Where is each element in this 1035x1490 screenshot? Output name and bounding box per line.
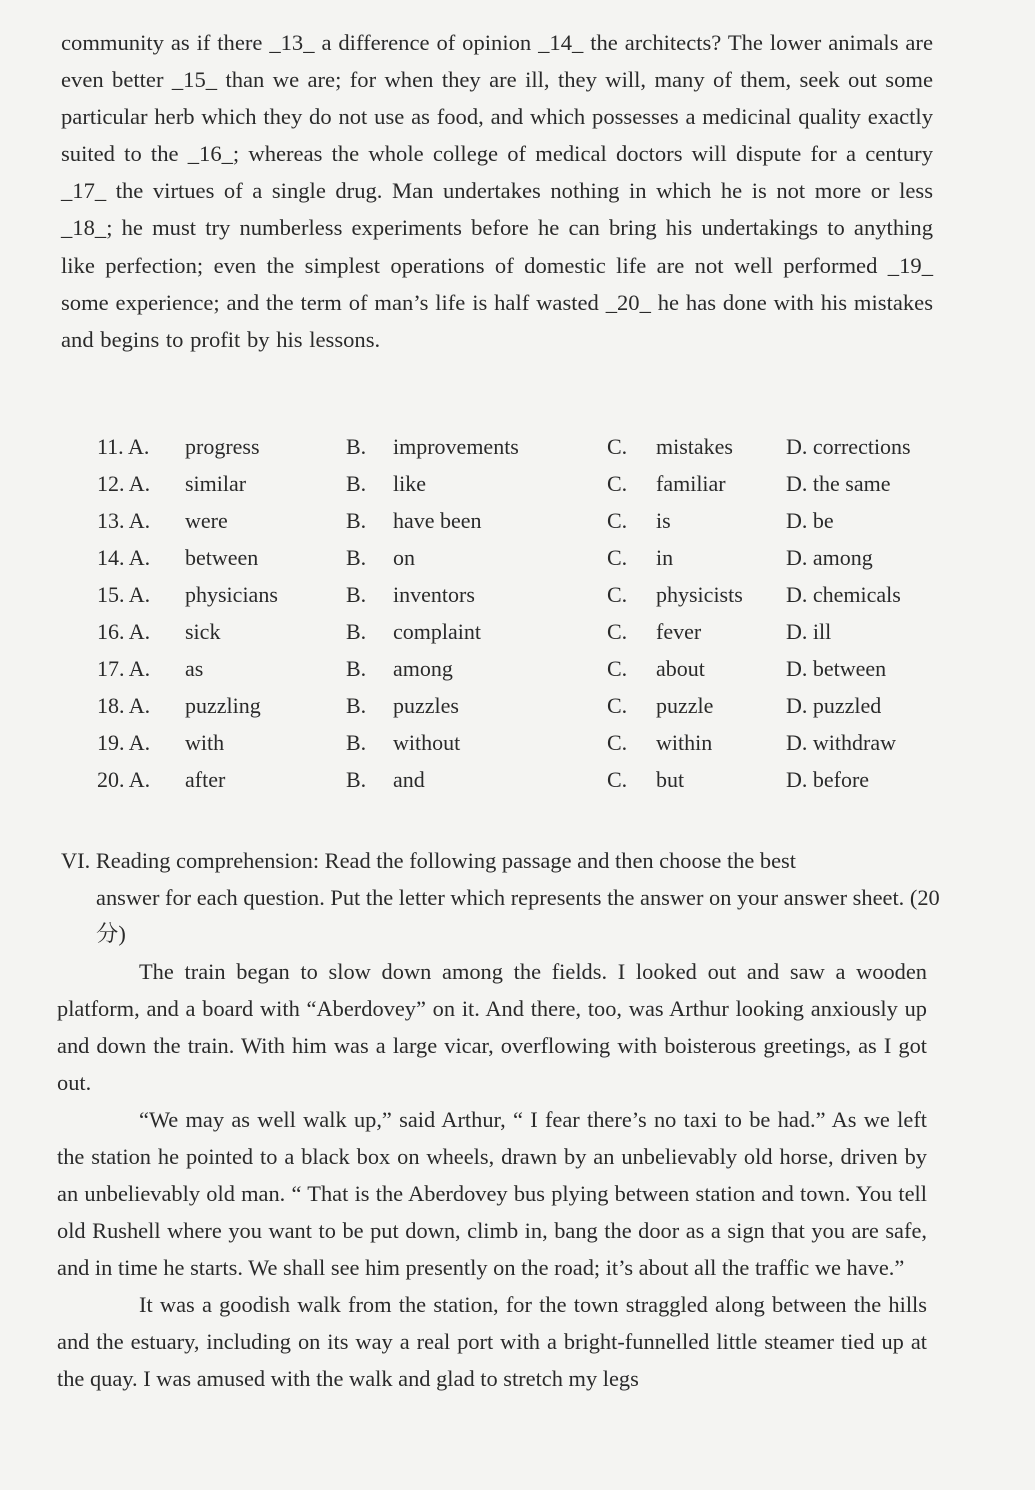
section-heading: [61, 843, 941, 953]
option-c: physicists: [656, 582, 743, 607]
option-c-label: C.: [607, 545, 628, 570]
option-row-17: [0, 654, 1035, 684]
option-a: puzzling: [185, 693, 261, 718]
option-a: progress: [185, 434, 260, 459]
option-row-14: [0, 543, 1035, 573]
option-c: is: [656, 508, 671, 533]
option-d: D. before: [786, 767, 870, 792]
option-d: D. among: [786, 545, 873, 570]
option-a: physicians: [185, 582, 278, 607]
option-b-label: B.: [346, 767, 367, 792]
question-number: 18. A.: [97, 693, 151, 718]
option-d: D. ill: [786, 619, 832, 644]
section-instructions: answer for each question. Put the letter which represents the answer on your answer sheet. (20 分): [96, 884, 940, 946]
option-d: D. the same: [786, 471, 891, 496]
option-row-18: [0, 691, 1035, 721]
option-c: fever: [656, 619, 702, 644]
option-a: similar: [185, 471, 247, 496]
option-a: after: [185, 767, 226, 792]
option-c-label: C.: [607, 434, 628, 459]
option-c-label: C.: [607, 471, 628, 496]
option-row-19: [0, 728, 1035, 758]
reading-passage: [57, 953, 927, 1397]
option-row-20: [0, 765, 1035, 795]
question-number: 14. A.: [97, 545, 151, 570]
passage-paragraph-1: The train began to slow down among the fields. I looked out and saw a wooden platform, and a board with “Aberdovey” on it. And there, too, was Arthur looking anxiously up and down the train. With him was a large vicar, overflowing with boisterous greetings, as I got out.: [57, 959, 927, 1095]
option-b-label: B.: [346, 619, 367, 644]
option-c-label: C.: [607, 582, 628, 607]
question-number: 11. A.: [97, 434, 150, 459]
option-a: as: [185, 656, 204, 681]
option-c: but: [656, 767, 685, 792]
option-b-label: B.: [346, 582, 367, 607]
option-b-label: B.: [346, 508, 367, 533]
option-c-label: C.: [607, 767, 628, 792]
option-c-label: C.: [607, 693, 628, 718]
option-b-label: B.: [346, 656, 367, 681]
option-b: among: [393, 656, 453, 681]
option-d: D. withdraw: [786, 730, 896, 755]
option-c: within: [656, 730, 713, 755]
option-b: like: [393, 471, 426, 496]
option-c-label: C.: [607, 619, 628, 644]
option-row-16: [0, 617, 1035, 647]
option-b: and: [393, 767, 425, 792]
section-title: VI. Reading comprehension: Read the following passage and then choose the best: [61, 848, 796, 873]
question-number: 12. A.: [97, 471, 151, 496]
option-d: D. puzzled: [786, 693, 882, 718]
option-c: puzzle: [656, 693, 714, 718]
option-d: D. corrections: [786, 434, 911, 459]
option-b: without: [393, 730, 461, 755]
option-b: on: [393, 545, 415, 570]
option-b: improvements: [393, 434, 519, 459]
option-d: D. be: [786, 508, 834, 533]
cloze-passage: community as if there _13_ a difference of opinion _14_ the architects? The lower animals are even better _15_ than we are; for when they are ill, they will, many of them, seek out some particular herb which they do not use as food, and which possesses a medicinal quality exactly suited to the _16_; whereas the whole college of medical doctors will dispute for a century _17_ the virtues of a single drug. Man undertakes nothing in which he is not more or less _18_; he must try numberless experiments before he can bring his undertakings to anything like perfection; even the simplest operations of domestic life are not well performed _19_ some experience; and the term of man’s life is half wasted _20_ he has done with his mistakes and begins to profit by his lessons.: [61, 30, 933, 352]
option-a: were: [185, 508, 228, 533]
option-c: familiar: [656, 471, 726, 496]
option-c: mistakes: [656, 434, 733, 459]
question-number: 20. A.: [97, 767, 151, 792]
option-row-13: [0, 506, 1035, 536]
option-row-12: [0, 469, 1035, 499]
passage-paragraph-2: “We may as well walk up,” said Arthur, “ I fear there’s no taxi to be had.” As we left the station he pointed to a black box on wheels, drawn by an unbelievably old horse, driven by an unbelievably old man. “ That is the Aberdovey bus plying between station and town. You tell old Rushell where you want to be put down, climb in, bang the door as a sign that you are safe, and in time he starts. We shall see him presently on the road; it’s about all the traffic we have.”: [57, 1107, 927, 1280]
option-b: have been: [393, 508, 482, 533]
question-number: 19. A.: [97, 730, 151, 755]
option-c-label: C.: [607, 656, 628, 681]
passage-paragraph-3: It was a goodish walk from the station, for the town straggled along between the hills and the estuary, including on its way a real port with a bright-funnelled little steamer tied up at the quay. I was amused with the walk and glad to stretch my legs: [57, 1292, 927, 1391]
question-number: 16. A.: [97, 619, 151, 644]
option-a: sick: [185, 619, 221, 644]
option-b-label: B.: [346, 693, 367, 718]
option-b: puzzles: [393, 693, 459, 718]
option-row-11: [0, 432, 1035, 462]
option-a: between: [185, 545, 259, 570]
option-c: in: [656, 545, 674, 570]
option-a: with: [185, 730, 225, 755]
question-number: 15. A.: [97, 582, 151, 607]
option-b: complaint: [393, 619, 481, 644]
option-b: inventors: [393, 582, 475, 607]
option-d: D. chemicals: [786, 582, 901, 607]
option-c: about: [656, 656, 705, 681]
option-c-label: C.: [607, 730, 628, 755]
option-b-label: B.: [346, 730, 367, 755]
question-number: 13. A.: [97, 508, 151, 533]
option-d: D. between: [786, 656, 887, 681]
option-b-label: B.: [346, 545, 367, 570]
option-row-15: [0, 580, 1035, 610]
option-c-label: C.: [607, 508, 628, 533]
question-number: 17. A.: [97, 656, 151, 681]
option-b-label: B.: [346, 471, 367, 496]
option-b-label: B.: [346, 434, 367, 459]
